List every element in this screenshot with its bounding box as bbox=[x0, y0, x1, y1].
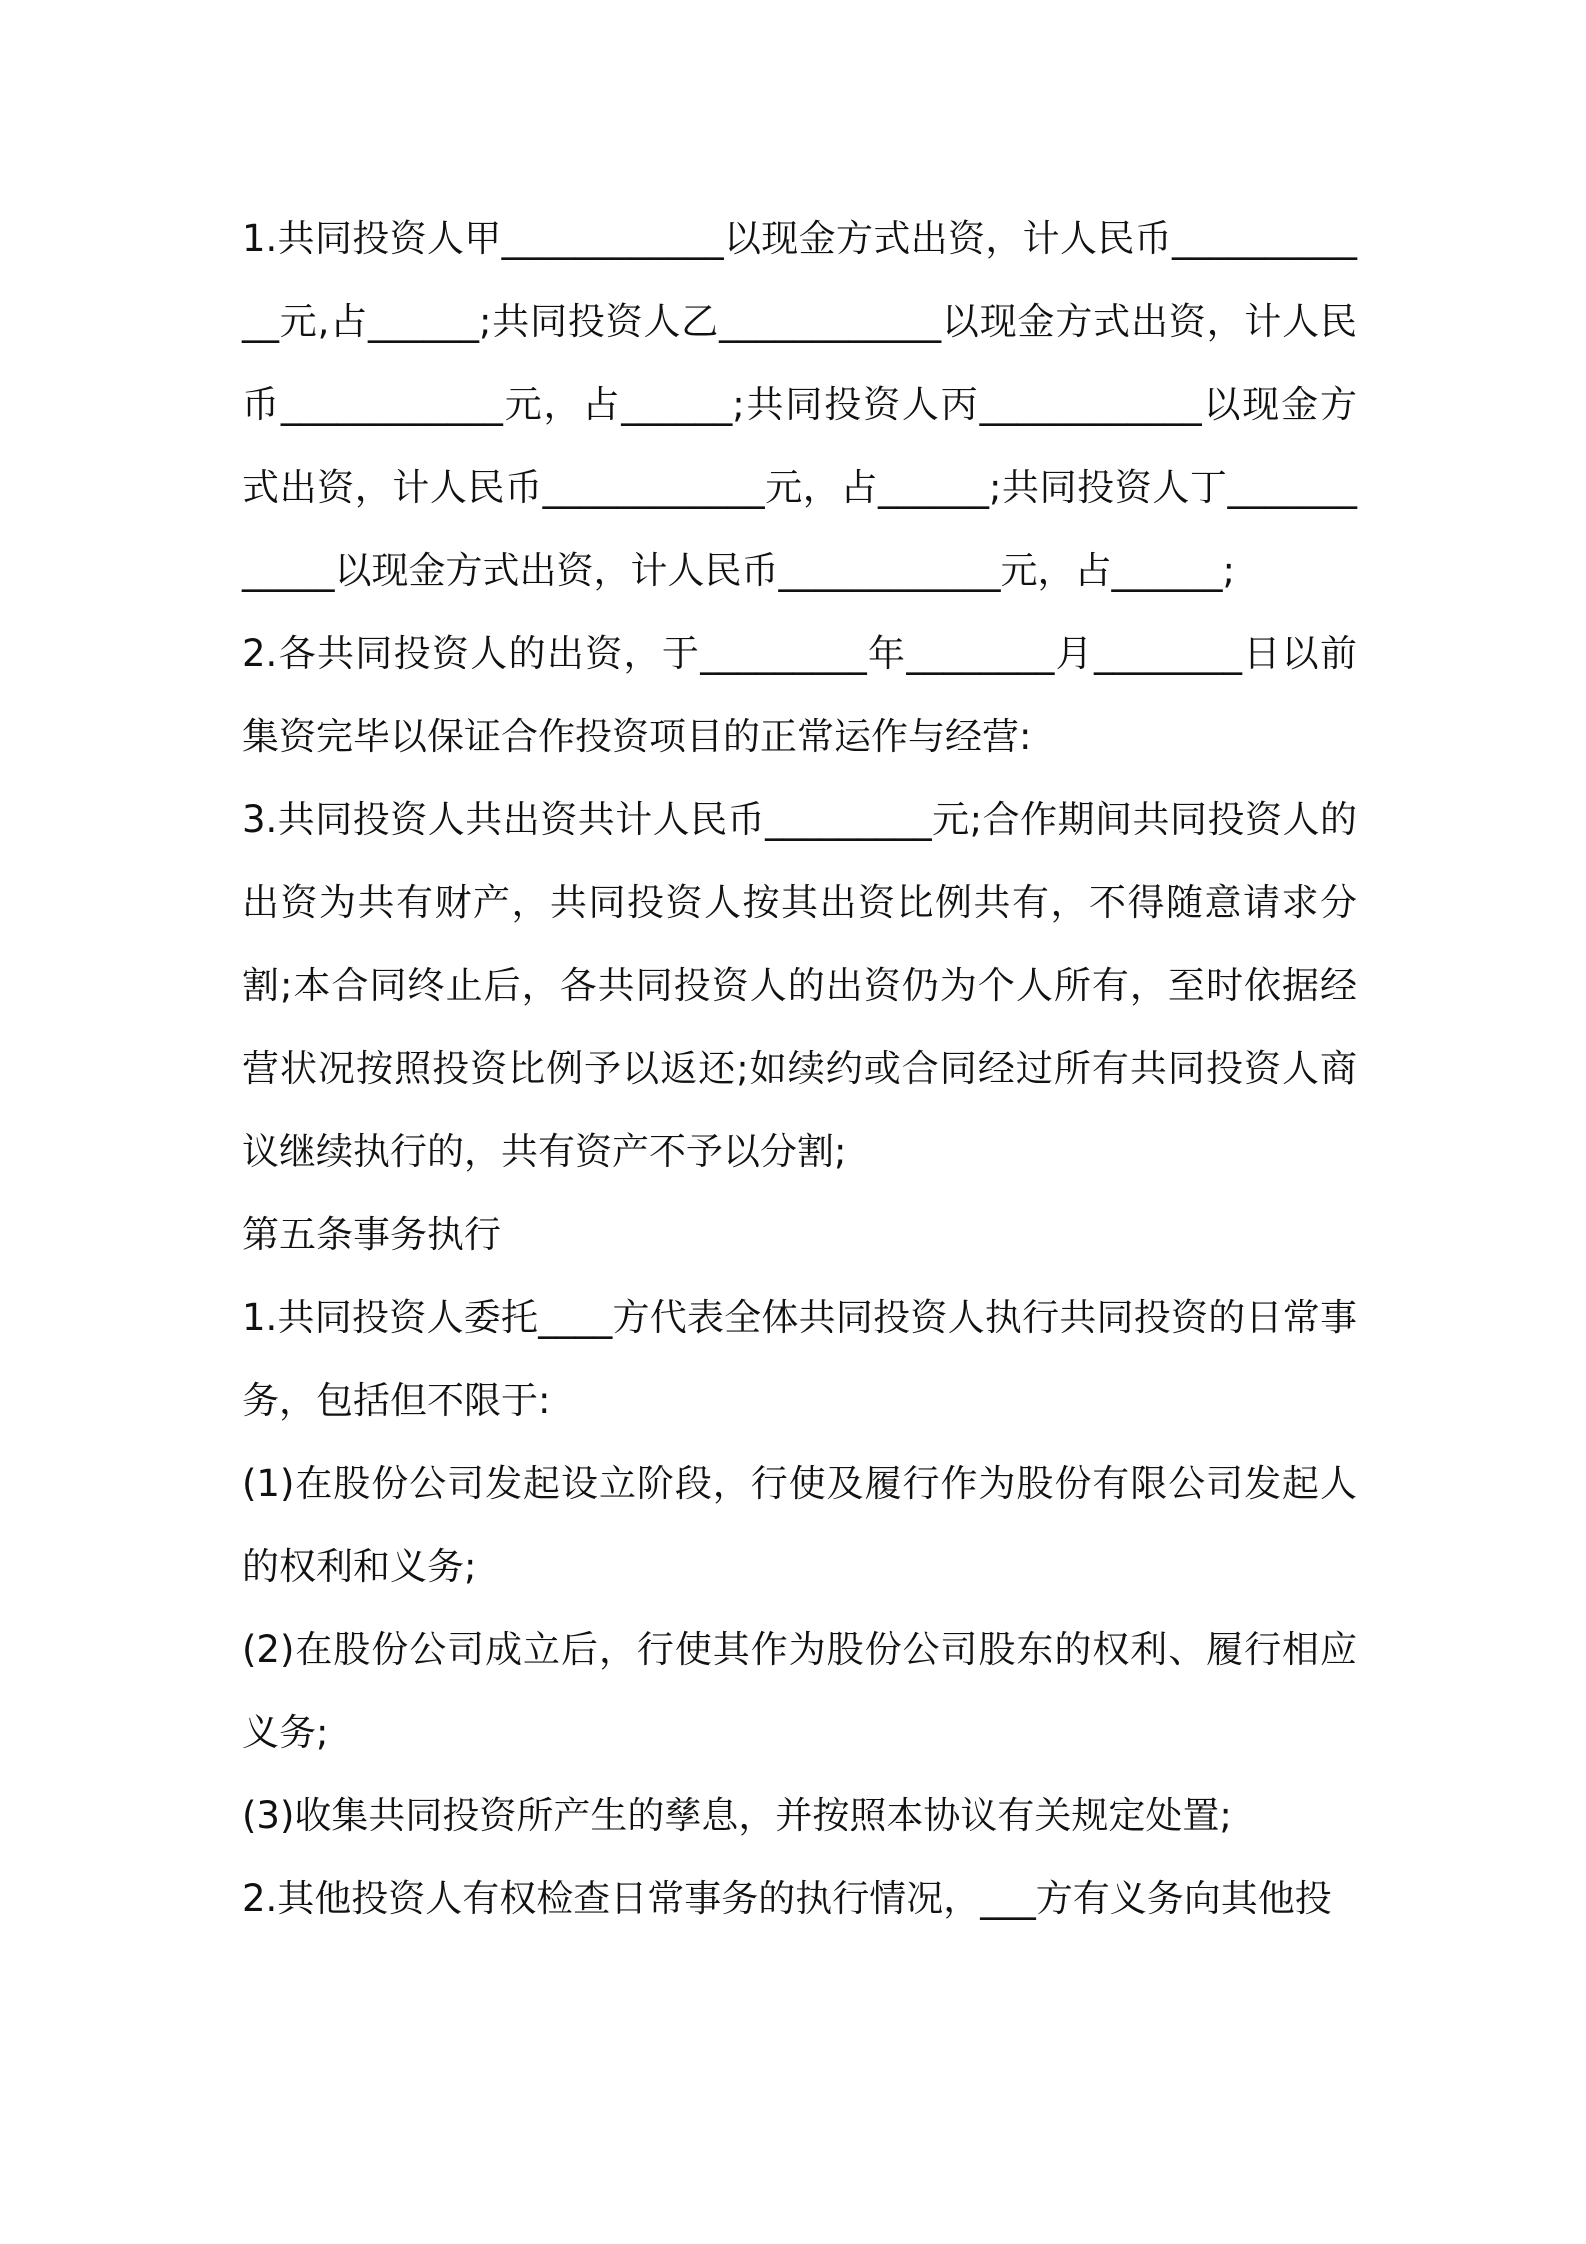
paragraph-delegation: 1.共同投资人委托____方代表全体共同投资人执行共同投资的日常事务，包括但不限于: bbox=[242, 1296, 1357, 1422]
list-item-1: (1)在股份公司发起设立阶段，行使及履行作为股份有限公司发起人的权利和义务; bbox=[242, 1462, 1357, 1588]
paragraph-capital-contributions: 1.共同投资人甲____________以现金方式出资，计人民币____________元,占______;共同投资人乙____________以现金方式出资，计人民币____________元，占______;共同投资人丙____________以现金方式出资，计人民币____________元，占______;共同投资人丁____________以现金方式出资，计人民币____________元，占______; bbox=[242, 217, 1357, 592]
list-item-2: (2)在股份公司成立后，行使其作为股份公司股东的权利、履行相应义务; bbox=[242, 1628, 1357, 1754]
section-heading-article-5: 第五条事务执行 bbox=[242, 1213, 501, 1256]
paragraph-contribution-deadline: 2.各共同投资人的出资，于_________年________月________日以前集资完毕以保证合作投资项目的正常运作与经营: bbox=[242, 632, 1357, 758]
list-item-3: (3)收集共同投资所产生的孳息，并按照本协议有关规定处置; bbox=[242, 1794, 1232, 1837]
paragraph-total-contribution: 3.共同投资人共出资共计人民币_________元;合作期间共同投资人的出资为共有财产，共同投资人按其出资比例共有，不得随意请求分割;本合同终止后，各共同投资人的出资仍为个人所有，至时依据经营状况按照投资比例予以返还;如续约或合同经过所有共同投资人商议继续执行的，共有资产不予以分割; bbox=[242, 798, 1357, 1173]
paragraph-inspection-rights: 2.其他投资人有权检查日常事务的执行情况，___方有义务向其他投 bbox=[242, 1877, 1332, 1920]
document-body bbox=[242, 197, 1357, 1940]
